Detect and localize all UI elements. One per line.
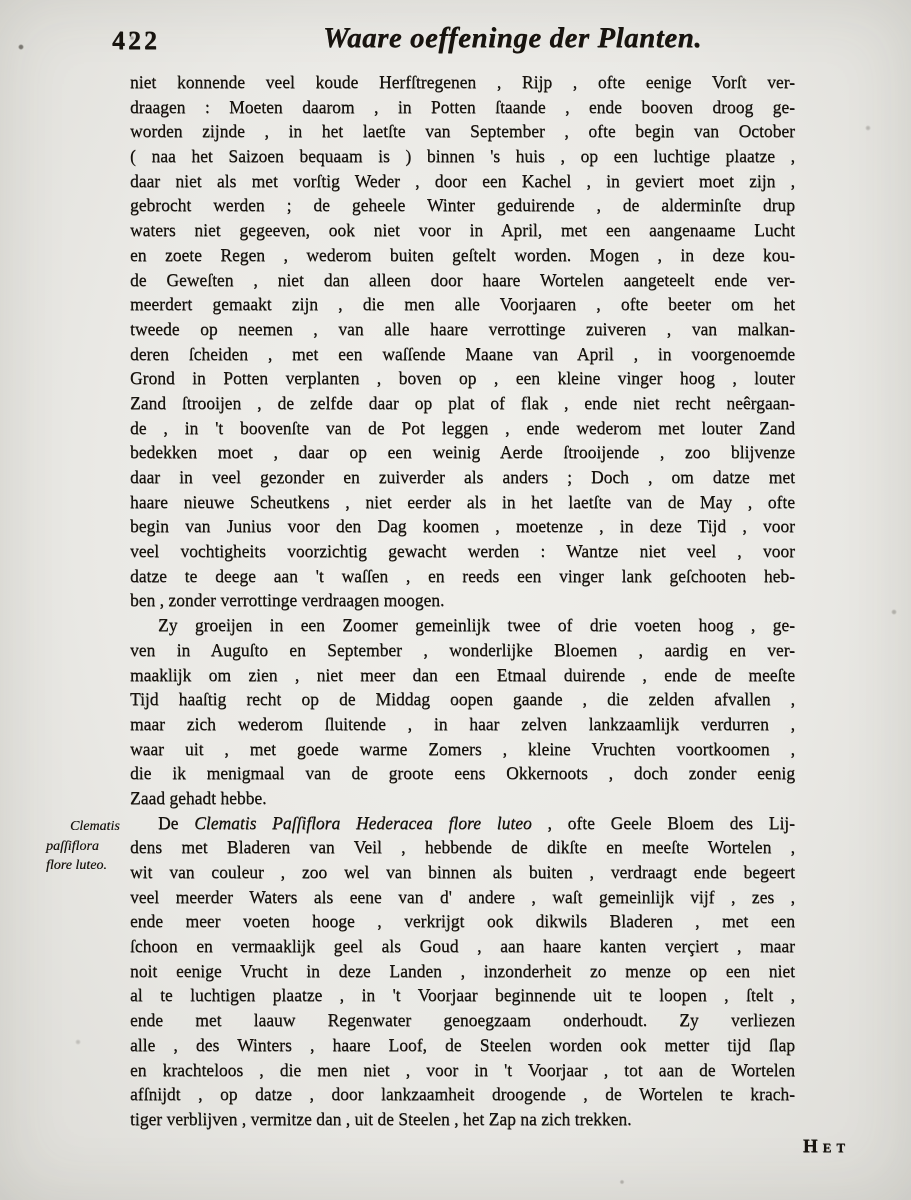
text-line: Tijd haaſtig recht op de Middag oopen gaande , die zelden afvallen , [130, 689, 795, 710]
text-line: al te luchtigen plaatze , in 't Voorjaar beginnende uit te loopen , ſtelt , [130, 985, 795, 1006]
text-line: daar niet als met vorſtig Weder , door een Kachel , in geviert moet zijn , [130, 170, 795, 191]
text-line: Zy groeijen in een Zoomer gemeinlijk twee of drie voeten hoog , ge- [158, 615, 795, 636]
text-line: Grond in Potten verplanten , boven op , een kleine vinger hoog , louter [130, 368, 795, 389]
text-line: ende meer voeten hooge , verkrijgt ook dikwils Bladeren , met een [130, 911, 795, 932]
text-segment: , ofte Geele Bloem des Lij- [531, 812, 795, 833]
text-line: bedekken moet , daar op een weinig Aerde ſtrooijende , zoo blijvenze [130, 442, 795, 463]
page-number: 422 [112, 26, 160, 55]
text-line: meerdert gemaakt zijn , die men alle Voorjaaren , ofte beeter om het [130, 294, 795, 315]
text-line: de Geweſten , niet dan alleen door haare Wortelen aangeteelt ende ver- [130, 269, 795, 290]
text-line: deren ſcheiden , met een waſſende Maane van April , in voorgenoemde [130, 343, 795, 364]
text-line: datze te deege aan 't waſſen , en reeds een vinger lank geſchooten heb- [130, 565, 795, 586]
text-line: haare nieuwe Scheutkens , niet eerder als in het laetſte van de May , ofte [130, 491, 795, 512]
text-line: Zand ſtrooijen , de zelfde daar op plat of flak , ende niet recht neêrgaan- [130, 392, 795, 413]
text-line: ende met laauw Regenwater genoegzaam onderhoudt. Zy verliezen [130, 1010, 795, 1031]
text-line: Zaad gehadt hebbe. [130, 787, 267, 808]
latin-plant-name: Clematis Paſſiflora Hederacea flore luteo [194, 812, 532, 833]
paragraph [130, 613, 795, 811]
text-line: draagen : Moeten daarom , in Potten ſtaande , ende booven droog ge- [130, 96, 795, 117]
text-segment: De [158, 812, 195, 833]
text-line: waar uit , met goede warme Zomers , kleine Vruchten voortkoomen , [130, 738, 795, 759]
margin-note-line: flore luteo. [46, 858, 107, 873]
text-line: alle , des Winters , haare Loof, de Steelen worden ook metter tijd ſlap [130, 1034, 795, 1055]
text-line: maar zich wederom ſluitende , in haar zelven lankzaamlijk verdurren , [130, 713, 795, 734]
text-line: veel meerder Waters als eene van d' andere , waſt gemeinlijk vijf , zes , [130, 886, 795, 907]
margin-note-line: paſſiflora [46, 838, 99, 854]
text-line: noit eenige Vrucht in deze Landen , inzonderheit zo menze op een niet [130, 960, 795, 981]
text-line: ven in Auguſto en September , wonderlijke Bloemen , aardig en ver- [130, 639, 795, 660]
text-line: de , in 't boovenſte van de Pot leggen , ende wederom met louter Zand [130, 417, 795, 438]
text-line: ( naa het Saizoen bequaam is ) binnen 's huis , op een luchtige plaatze , [130, 146, 795, 167]
text-line: tweede op neemen , van alle haare verrottinge zuiveren , van malkan- [130, 318, 795, 339]
margin-note-line: Clematis [70, 819, 120, 834]
text-line: waters niet gegeeven, ook niet voor in April, met een aangenaame Lucht [130, 220, 795, 241]
body-text [130, 70, 795, 1132]
text-line: die ik menigmaal van de groote eens Okkernoots , doch zonder eenig [130, 763, 795, 784]
running-title: Waare oeffeninge der Planten. [322, 22, 703, 54]
text-line: maaklijk om zien , niet meer dan een Etmaal duirende , ende de meeſte [130, 664, 795, 685]
text-line: worden zijnde , in het laetſte van September , ofte begin van October [130, 121, 795, 142]
text-line: ſchoon en vermaaklijk geel als Goud , aan haare kanten verçiert , maar [130, 936, 795, 957]
text-line: gebrocht werden ; de geheele Winter geduirende , de alderminſte drup [130, 195, 795, 216]
text-line: wit van couleur , zoo wel van binnen als buiten , verdraagt ende begeert [130, 862, 795, 882]
text-line: tiger verblijven , vermitze dan , uit de Steelen , het Zap na zich trekken. [130, 1108, 632, 1129]
text-line [130, 811, 795, 836]
paragraph [130, 811, 795, 1132]
paragraph [130, 70, 795, 613]
margin-note [46, 817, 138, 876]
text-line: en krachteloos , die men niet , voor in 't Voorjaar , tot aan de Wortelen [130, 1059, 795, 1080]
text-line: veel vochtigheits voorzichtig gewacht werden : Wantze niet veel , voor [130, 541, 795, 562]
text-line: daar in veel gezonder en zuiverder als anders ; Doch , om datze met [130, 467, 795, 487]
text-line: niet konnende veel koude Herfſtregenen , Rijp , ofte eenige Vorſt ver- [130, 72, 795, 92]
text-line: en zoete Regen , wederom buiten geſtelt worden. Mogen , in deze kou- [130, 244, 795, 265]
text-line: ben , zonder verrottinge verdraagen moogen. [130, 590, 445, 611]
text-line: dens met Bladeren van Veil , hebbende de dikſte en meeſte Wortelen , [130, 837, 795, 858]
text-line: afſnijdt , op datze , door lankzaamheit droogende , de Wortelen te krach- [130, 1084, 795, 1105]
text-line: begin van Junius voor den Dag koomen , moetenze , in deze Tijd , voor [130, 516, 795, 537]
catchword: Het [802, 1136, 850, 1157]
